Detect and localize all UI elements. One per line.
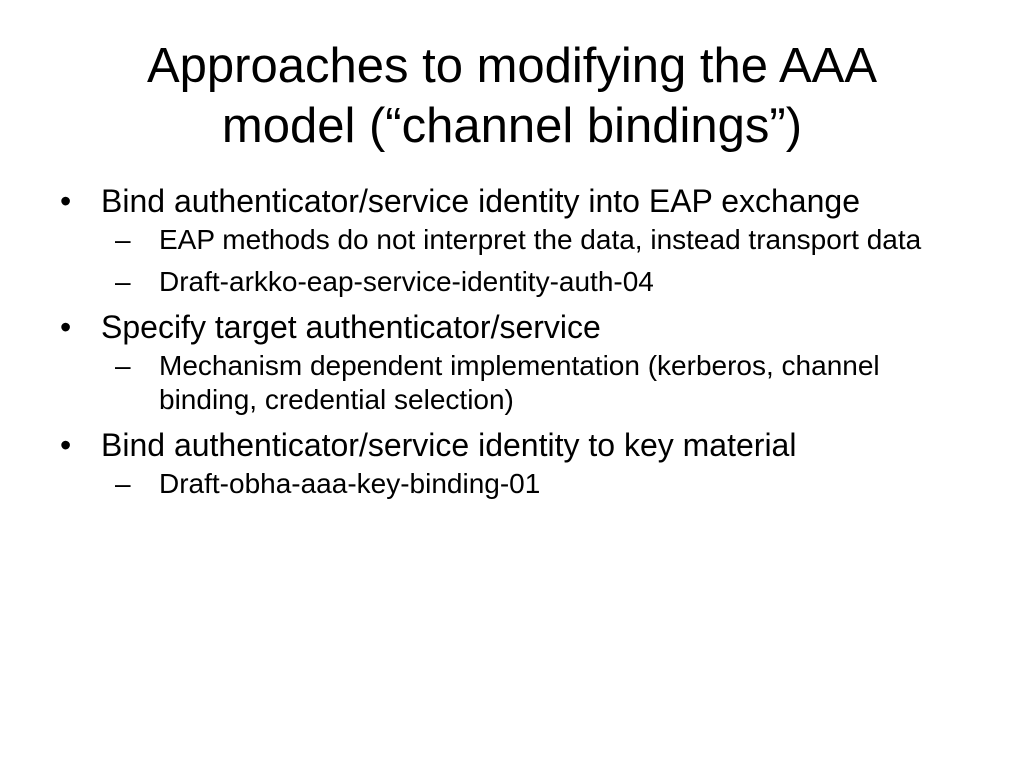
dash-icon: – [115, 468, 131, 499]
sub-bullet-text: Draft-obha-aaa-key-binding-01 [159, 468, 541, 499]
bullet-item [58, 425, 958, 501]
bullet-dot-icon: • [60, 427, 72, 463]
bullet-dot-icon: • [60, 309, 72, 345]
sub-bullet-text: EAP methods do not interpret the data, instead transport data [159, 224, 922, 255]
sub-bullet-item [115, 223, 958, 257]
sub-bullet-item [115, 349, 958, 417]
sub-bullet-text: Draft-arkko-eap-service-identity-auth-04 [159, 266, 654, 297]
sub-bullet-item [115, 467, 958, 501]
sub-bullet-text: Mechanism dependent implementation (kerberos, channel binding, credential selection) [159, 350, 880, 415]
bullet-item [58, 307, 958, 417]
sub-bullet-item [115, 265, 958, 299]
sub-bullet-list [101, 349, 958, 417]
bullet-list [58, 181, 958, 509]
sub-bullet-list [101, 467, 958, 501]
bullet-text: Specify target authenticator/service [101, 309, 601, 345]
dash-icon: – [115, 224, 131, 255]
title-line-2: model (“channel bindings”) [221, 99, 803, 153]
dash-icon: – [115, 350, 131, 381]
bullet-text: Bind authenticator/service identity into EAP exchange [101, 183, 860, 219]
dash-icon: – [115, 266, 131, 297]
bullet-dot-icon: • [60, 183, 72, 219]
title-line-1: Approaches to modifying the AAA [147, 39, 877, 93]
sub-bullet-list [101, 223, 958, 299]
slide-title [40, 36, 984, 156]
bullet-text: Bind authenticator/service identity to key material [101, 427, 797, 463]
bullet-item [58, 181, 958, 299]
